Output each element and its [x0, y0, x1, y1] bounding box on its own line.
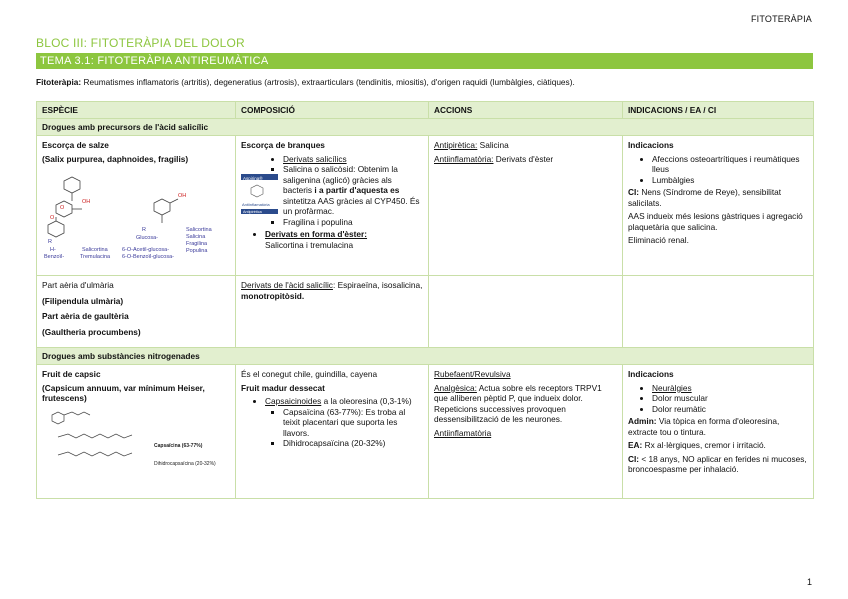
species-cell: [37, 136, 236, 276]
struct-o-label-2: O: [50, 215, 55, 221]
table-row: [37, 365, 814, 499]
thumb-antiinfl-label: Antiinflamatòria: [242, 201, 270, 207]
group-row: [37, 348, 814, 365]
actions-cell: [429, 365, 623, 499]
composition-title: Escorça de branques: [241, 140, 325, 150]
derivats-salicilics: Derivats salicílics: [283, 153, 347, 164]
list-item: [265, 396, 423, 449]
action-label: Analgèsica:: [434, 382, 477, 393]
composition-cell: [236, 276, 429, 348]
species-latin: (Gaultheria procumbens): [42, 326, 141, 337]
comp-text: : Espiraeïna, isosalicina,: [332, 280, 423, 290]
list-item: [265, 229, 423, 250]
composition-cell: [236, 136, 429, 276]
running-header: FITOTERÀPIA: [750, 14, 812, 24]
species-latin: (Salix purpurea, daphnoides, fragilis): [42, 153, 189, 164]
group-label: Drogues amb precursors de l'àcid salicílic: [37, 119, 814, 136]
action-analgesica: [434, 383, 617, 425]
action-label: Antipirètica:: [434, 140, 478, 150]
struct-oh-label: OH: [82, 199, 91, 205]
list-item: • Dolor reumàtic: [652, 404, 808, 415]
adverse-effects: [628, 440, 808, 451]
struct-glucosa-label: Glucosa-: [136, 235, 159, 241]
action-antipiretica: [434, 140, 617, 151]
list-item: • Neuràlgies: [652, 383, 808, 394]
tema-banner: TEMA 3.1: FITOTERÀPIA ANTIREUMÀTICA: [36, 53, 813, 69]
table-header-row: [37, 102, 814, 119]
struct-h-label: H-: [50, 247, 56, 253]
intro-text: Reumatismes inflamatoris (artritis), degeneratius (artrosis), extraarticulars (tendinitis, miositis), d'origen raquidi (lumbàlgies, ciàtiques).: [81, 77, 575, 87]
species-title: Fruit de capsic: [42, 369, 101, 379]
composition-sublist: [265, 407, 423, 449]
list-item: [265, 154, 423, 228]
action-label: Antiinflamatòria:: [434, 153, 494, 164]
indications-cell: [623, 136, 814, 276]
list-item: • Dolor muscular: [652, 393, 808, 404]
composition-title: Fruit madur dessecat: [241, 382, 325, 393]
table-row: [37, 276, 814, 348]
ci-text: < 18 anys, NO aplicar en ferides ni mucoses, broncoespasme per inhalació.: [628, 453, 807, 474]
list-item: ▪ Capsaïcina (63-77%): Es troba al teixit placentari que suporta les llavors.: [283, 407, 423, 439]
struct-salicortina-label: Salicortina: [82, 247, 108, 253]
struct-tremulacina-label: Tremulacina: [80, 254, 111, 259]
capsaicinoides-text: a la oleoresina (0,3-1%): [321, 396, 412, 406]
species-title: Part aèria d'ulmària: [42, 280, 114, 290]
contraindications: [628, 187, 808, 208]
indications-list: [628, 383, 808, 415]
thumb-antipir-label: Antipirètica: [243, 209, 262, 214]
ci-text: Nens (Síndrome de Reye), sensibilitat salicilats.: [628, 187, 782, 208]
species-cell: [37, 365, 236, 499]
administration: [628, 416, 808, 437]
struct-acetil-label: 6-O-Acetil-glucosa-: [122, 247, 170, 253]
struct-benzoil-glucosa-label: 6-O-Benzoïl-glucosa-: [122, 254, 174, 259]
struct-salicortina2-label: Salicortina: [186, 227, 212, 233]
composition-list: [241, 396, 423, 449]
list-item: • Lumbàlgies: [652, 175, 808, 186]
aspirin-thumbnail-art: [241, 154, 281, 214]
struct-fragilina-label: Fragilina: [186, 241, 208, 247]
comp-label: Derivats de l'àcid salicílic: [241, 280, 333, 290]
struct-benzoil-label: Benzoïl-: [44, 254, 65, 259]
indications-cell: [623, 276, 814, 348]
ea-label: EA:: [628, 440, 643, 450]
capsaicinoides-label: Capsaicinoides: [265, 396, 322, 406]
struct-salicina-label: Salicina: [186, 234, 206, 240]
admin-text-2: extracte tou o tintura.: [628, 426, 706, 437]
salicina-bold: i a partir d'aquesta es: [314, 185, 400, 195]
col-header-composicio: COMPOSICIÓ: [236, 102, 429, 119]
capsaicin-structures-figure: [42, 407, 230, 473]
thumb-aspirina-label: Aspirina®: [243, 175, 263, 181]
comp-bold: monotropitòsid.: [241, 290, 305, 301]
elimination-note: Eliminació renal.: [628, 235, 689, 245]
aas-note: AAS indueix més lesions gàstriques i agregació plaquetària que salicina.: [628, 211, 803, 232]
species-table: [36, 101, 814, 499]
list-item: • Afeccions osteoartrítiques i reumàtiques lleus: [652, 154, 808, 175]
species-title: Escorça de salze: [42, 140, 109, 150]
col-header-indicacions: INDICACIONS / EA / CI: [623, 102, 814, 119]
struct-r-label: R: [48, 239, 52, 245]
action-text: Actua sobre els receptors TRPV1 que alliberen pèptid P, que indueix dolor. Repeticions successives provoquen dessensibilització de les neurones.: [434, 382, 602, 424]
struct-populina-label: Populina: [186, 248, 208, 254]
page-number: 1: [806, 577, 812, 587]
composition-sublist: [265, 164, 423, 227]
list-item: ▪ Dihidrocapsaïcina (20-32%): [283, 438, 423, 449]
composition-intro: És el conegut chile, guindilla, cayena: [241, 369, 378, 379]
group-label: Drogues amb substàncies nitrogenades: [37, 348, 814, 365]
aspirin-thumbnail: [241, 154, 281, 214]
salicin-structures-figure: [42, 167, 230, 259]
derivats-ester: Derivats en forma d'èster:: [265, 229, 368, 239]
col-header-especie: ESPÈCIE: [37, 102, 236, 119]
composition-text: [241, 280, 423, 301]
action-text: Derivats d'èster: [493, 153, 554, 164]
action-antiinflamatoria: Antiinflamatòria: [434, 427, 492, 438]
admin-label: Admin:: [628, 416, 657, 426]
contraindications: [628, 454, 808, 475]
species-latin: (Filipendula ulmària): [42, 295, 124, 306]
salicina-text: Salicina o salicòsid: Obtenim la saligenina (aglicó) gràcies als bacteris: [283, 164, 398, 195]
indications-title: Indicacions: [628, 369, 674, 379]
struct-r2-label: R: [142, 227, 146, 233]
species-cell: [37, 276, 236, 348]
table-row: [37, 136, 814, 276]
indications-list: [628, 154, 808, 186]
admin-text: Via tòpica en forma d'oleoresina,: [656, 416, 780, 426]
dihidrocapsaicina-label: Dihidrocapsaïcina (20-32%): [154, 460, 216, 467]
list-item: [283, 164, 423, 217]
struct-o-label: O: [60, 205, 65, 211]
indications-title: Indicacions: [628, 140, 674, 150]
capsaicina-label: Capsaïcina (63-77%): [154, 442, 203, 449]
indications-cell: [623, 365, 814, 499]
col-header-accions: ACCIONS: [429, 102, 623, 119]
intro-paragraph: [36, 77, 575, 87]
intro-label: Fitoteràpia:: [36, 77, 82, 87]
actions-cell: [429, 136, 623, 276]
actions-cell: [429, 276, 623, 348]
action-antiinflamatoria: [434, 154, 617, 165]
composition-cell: [236, 365, 429, 499]
species-title: Part aèria de gaultèria: [42, 311, 129, 321]
derivats-ester-text: Salicortina i tremulacina: [265, 239, 354, 250]
bloc-title: BLOC III: FITOTERÀPIA DEL DOLOR: [36, 36, 245, 50]
ci-label: CI:: [628, 187, 640, 197]
salicina-text-2: sintetitza AAS gràcies al CYP450. És un profàrmac.: [283, 195, 420, 216]
group-row: [37, 119, 814, 136]
ci-label: CI:: [628, 453, 640, 464]
ea-text: Rx al·lèrgiques, cremor i irritació.: [642, 440, 766, 450]
list-item: ▪ Fragilina i populina: [283, 217, 423, 228]
species-latin: (Capsicum annuum, var mínimum Heiser, frutescens): [42, 382, 205, 403]
action-text: Salicina: [477, 140, 509, 150]
action-rubefaent: Rubefaent/Revulsiva: [434, 369, 511, 379]
struct-oh-label-2: OH: [178, 193, 187, 199]
